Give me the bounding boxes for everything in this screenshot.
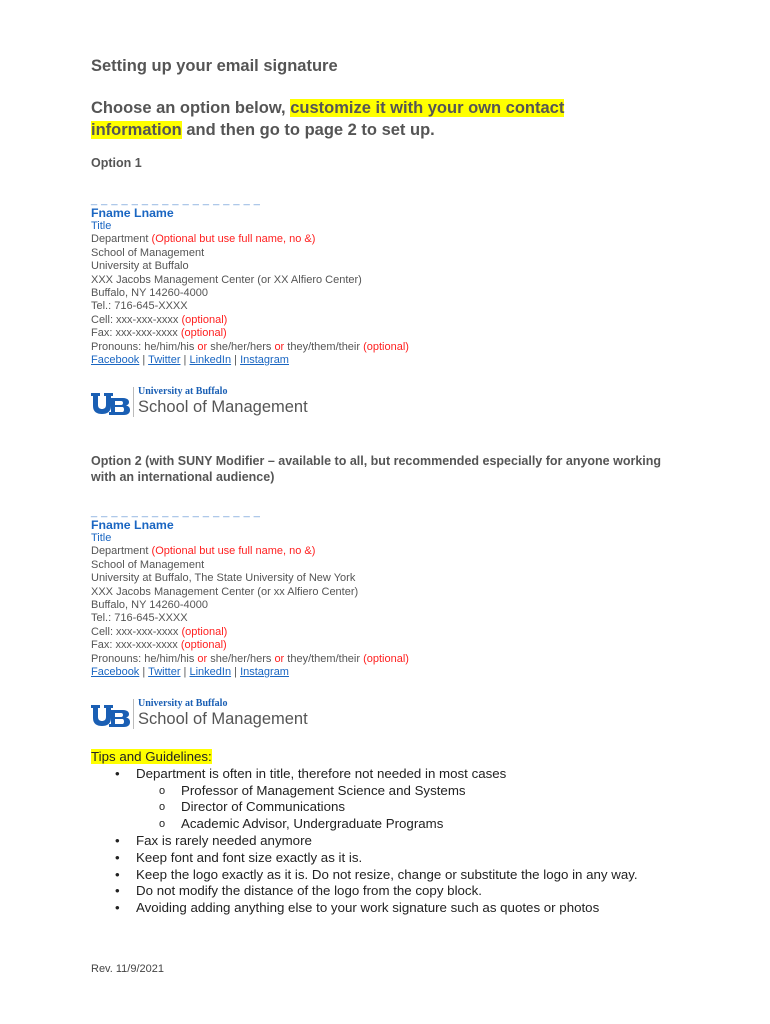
- optional-note: (optional): [181, 313, 228, 326]
- or-word: or: [274, 652, 285, 665]
- revision-date: Rev. 11/9/2021: [91, 963, 164, 975]
- list-item: [91, 850, 638, 867]
- bullet-icon: •: [115, 849, 120, 865]
- signature-cell: [91, 626, 409, 639]
- signature-name: Fname Lname: [91, 518, 174, 532]
- optional-note: (optional): [181, 625, 228, 638]
- bullet-icon: •: [115, 866, 120, 882]
- pronouns-c: they/them/their: [284, 340, 364, 353]
- list-item-text: Do not modify the distance of the logo from the copy block.: [136, 883, 482, 899]
- pronouns-b: she/her/hers: [207, 340, 275, 353]
- twitter-link[interactable]: Twitter: [148, 666, 181, 679]
- optional-note: (optional): [180, 639, 227, 652]
- logo-university: University at Buffalo: [138, 386, 228, 397]
- linkedin-link[interactable]: LinkedIn: [189, 354, 232, 367]
- optional-note: (optional): [363, 652, 409, 665]
- bullet-icon: •: [115, 900, 120, 916]
- separator: |: [231, 354, 241, 367]
- list-item-text: Avoiding adding anything else to your work signature such as quotes or photos: [136, 900, 600, 916]
- instruction-post: and then go to page 2 to set up.: [181, 121, 435, 139]
- list-item-text: Department is often in title, therefore not needed in most cases: [136, 765, 507, 781]
- list-item-text: Academic Advisor, Undergraduate Programs: [181, 816, 444, 832]
- signature-school: School of Management: [91, 558, 205, 571]
- signature-university: University at Buffalo, The State University of New York: [91, 572, 356, 585]
- ub-logo-icon: [91, 705, 131, 727]
- pronouns-a: Pronouns: he/him/his: [91, 340, 198, 353]
- logo-divider: [133, 699, 134, 729]
- signature-title: Title: [91, 532, 112, 544]
- separator: |: [139, 666, 149, 679]
- signature-fax: [91, 639, 409, 652]
- signature-tel: Tel.: 716-645-XXXX: [91, 612, 188, 625]
- page-title: Setting up your email signature: [91, 57, 338, 75]
- signature-tel: Tel.: 716-645-XXXX: [91, 300, 188, 313]
- cell-label: Cell: xxx-xxx-xxxx: [91, 625, 182, 638]
- or-word: or: [274, 340, 285, 353]
- list-item: [91, 883, 638, 900]
- option2-signature: [91, 507, 409, 679]
- instagram-link[interactable]: Instagram: [240, 354, 289, 367]
- or-word: or: [197, 340, 208, 353]
- signature-city: Buffalo, NY 14260-4000: [91, 599, 209, 612]
- ub-som-logo: [91, 383, 321, 419]
- twitter-link[interactable]: Twitter: [148, 354, 181, 367]
- ub-som-logo: [91, 695, 321, 731]
- department-note: (Optional but use full name, no &): [151, 233, 316, 246]
- option1-label: Option 1: [91, 156, 142, 170]
- signature-city: Buffalo, NY 14260-4000: [91, 287, 209, 300]
- optional-note: (optional): [363, 340, 409, 353]
- signature-university: University at Buffalo: [91, 260, 189, 273]
- signature-pronouns: [91, 653, 409, 666]
- signature-department: [91, 233, 409, 246]
- ub-logo-icon: [91, 393, 131, 415]
- pronouns-c: they/them/their: [284, 652, 364, 665]
- option1-signature: [91, 195, 409, 367]
- instagram-link[interactable]: Instagram: [240, 666, 289, 679]
- separator: |: [180, 354, 190, 367]
- signature-divider: _ _ _ _ _ _ _ _ _ _ _ _ _ _ _ _ _: [91, 506, 261, 518]
- list-item: [91, 900, 638, 917]
- bullet-icon: •: [115, 883, 120, 899]
- signature-department: [91, 545, 409, 558]
- list-item-text: Fax is rarely needed anymore: [136, 832, 312, 848]
- instruction-highlight: customize it with your own contact information: [91, 99, 565, 139]
- separator: |: [139, 354, 149, 367]
- bullet-icon: •: [115, 832, 120, 848]
- tips-section: [91, 749, 638, 917]
- department-label: Department: [91, 233, 152, 246]
- list-item: [91, 783, 638, 800]
- list-item: [91, 766, 638, 783]
- department-label: Department: [91, 545, 152, 558]
- signature-pronouns: [91, 341, 409, 354]
- circle-bullet-icon: o: [159, 801, 166, 814]
- list-item: [91, 833, 638, 850]
- pronouns-b: she/her/hers: [207, 652, 275, 665]
- pronouns-a: Pronouns: he/him/his: [91, 652, 198, 665]
- fax-label: Fax: xxx-xxx-xxxx: [91, 327, 181, 340]
- list-item: [91, 816, 638, 833]
- list-item-text: Professor of Management Science and Systems: [181, 782, 466, 798]
- logo-school: School of Management: [138, 398, 308, 416]
- department-note: (Optional but use full name, no &): [151, 545, 316, 558]
- signature-fax: [91, 327, 409, 340]
- separator: |: [180, 666, 190, 679]
- list-item: [91, 799, 638, 816]
- facebook-link[interactable]: Facebook: [91, 666, 140, 679]
- instruction-text: [91, 97, 651, 141]
- signature-divider: _ _ _ _ _ _ _ _ _ _ _ _ _ _ _ _ _: [91, 194, 261, 206]
- linkedin-link[interactable]: LinkedIn: [189, 666, 232, 679]
- separator: |: [231, 666, 241, 679]
- signature-name: Fname Lname: [91, 206, 174, 220]
- list-item-text: Director of Communications: [181, 799, 346, 815]
- circle-bullet-icon: o: [159, 818, 166, 831]
- or-word: or: [197, 652, 208, 665]
- list-item-text: Keep the logo exactly as it is. Do not resize, change or substitute the logo in any way.: [136, 866, 638, 882]
- signature-cell: [91, 314, 409, 327]
- fax-label: Fax: xxx-xxx-xxxx: [91, 639, 181, 652]
- signature-building: XXX Jacobs Management Center (or xx Alfiero Center): [91, 585, 359, 598]
- circle-bullet-icon: o: [159, 784, 166, 797]
- logo-university: University at Buffalo: [138, 698, 228, 709]
- list-item: [91, 867, 638, 884]
- signature-school: School of Management: [91, 246, 205, 259]
- bullet-icon: •: [115, 765, 120, 781]
- list-item-text: Keep font and font size exactly as it is.: [136, 849, 363, 865]
- tips-heading: Tips and Guidelines:: [91, 749, 212, 764]
- tips-list: [91, 766, 638, 917]
- logo-school: School of Management: [138, 710, 308, 728]
- option2-label: Option 2 (with SUNY Modifier – available to all, but recommended especially for anyone working with an international audience): [91, 454, 662, 484]
- signature-social-links: [91, 666, 409, 679]
- signature-title: Title: [91, 220, 112, 232]
- logo-divider: [133, 387, 134, 417]
- signature-social-links: [91, 354, 409, 367]
- optional-note: (optional): [180, 327, 227, 340]
- signature-building: XXX Jacobs Management Center (or XX Alfiero Center): [91, 273, 362, 286]
- instruction-pre: Choose an option below,: [91, 99, 291, 117]
- cell-label: Cell: xxx-xxx-xxxx: [91, 313, 182, 326]
- facebook-link[interactable]: Facebook: [91, 354, 140, 367]
